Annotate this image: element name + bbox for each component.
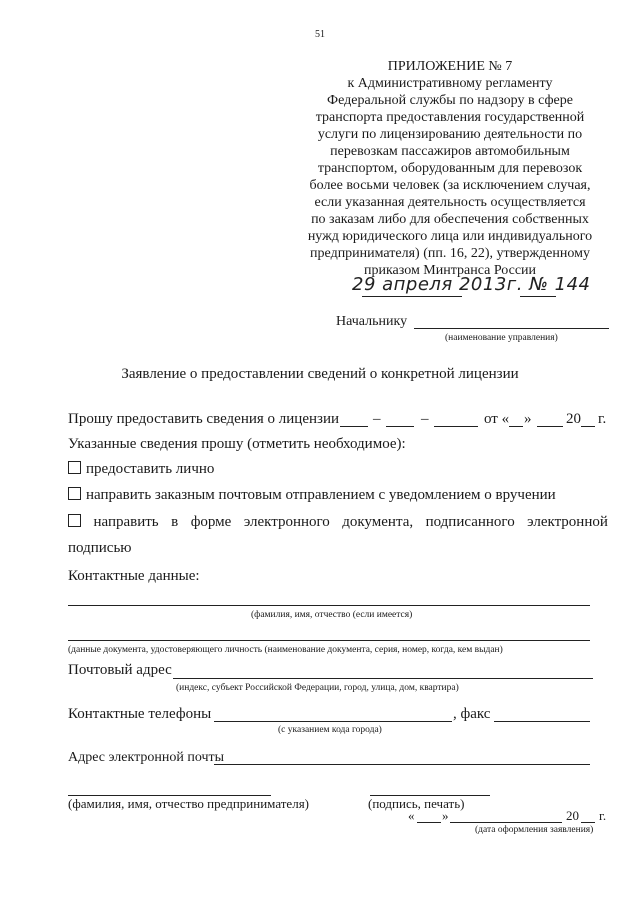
request-from: от « — [484, 411, 510, 427]
license-code-field[interactable] — [434, 426, 478, 427]
option-registered-mail[interactable] — [68, 487, 556, 504]
request-prefix: Прошу предоставить сведения о лицензии — [68, 411, 339, 427]
fio-caption: (фамилия, имя, отчество (если имеется) — [251, 610, 413, 620]
document-caption: (данные документа, удостоверяющего личность (наименование документа, серия, номер, когда, кем выдан) — [68, 645, 503, 655]
phones-label: Контактные телефоны — [68, 706, 212, 722]
appendix-line: транспортом, оборудованным для перевозок — [317, 161, 583, 176]
appendix-line: по заказам либо для обеспечения собственных — [311, 212, 589, 227]
option-word: форме — [190, 514, 232, 530]
appendix-line: приказом Минтранса России — [363, 263, 537, 278]
option-word: направить — [93, 514, 159, 530]
appendix-header — [270, 58, 630, 279]
checkbox[interactable] — [68, 487, 81, 500]
fax-field[interactable] — [494, 721, 590, 722]
date-year-prefix: 20 — [566, 808, 579, 823]
option-label: предоставить лично — [86, 461, 215, 477]
checkbox[interactable] — [68, 461, 81, 474]
option-electronic-cont: подписью — [68, 540, 132, 556]
phone-caption: (с указанием кода города) — [278, 725, 382, 735]
license-month-field[interactable] — [537, 426, 563, 427]
fax-label: , факс — [453, 706, 491, 722]
option-word: в — [171, 514, 179, 530]
request-year-prefix: 20 — [566, 411, 581, 427]
checkbox-wrap[interactable] — [68, 514, 81, 531]
appendix-line: услуги по лицензированию деятельности по — [317, 127, 583, 142]
checkbox[interactable] — [68, 514, 81, 527]
addressee-label: Начальнику — [336, 314, 408, 329]
phones-field[interactable] — [214, 721, 452, 722]
postal-field[interactable] — [173, 678, 593, 679]
addressee-field[interactable] — [414, 328, 609, 329]
date-open: « — [408, 808, 415, 823]
appendix-title: ПРИЛОЖЕНИЕ № 7 — [387, 59, 513, 74]
contacts-label: Контактные данные: — [68, 568, 200, 584]
option-word: электронной — [527, 514, 608, 530]
email-label: Адрес электронной почты — [68, 750, 225, 765]
request-year-suffix: г. — [598, 411, 607, 427]
postal-label: Почтовый адрес — [68, 662, 172, 678]
date-month-field[interactable] — [450, 822, 562, 823]
appendix-line: перевозкам пассажиров автомобильным — [330, 144, 570, 159]
options-intro: Указанные сведения прошу (отметить необходимое): — [68, 436, 406, 452]
option-electronic[interactable] — [68, 514, 608, 531]
option-label: направить заказным почтовым отправлением с уведомлением о вручении — [86, 487, 556, 503]
name-caption: (фамилия, имя, отчество предпринимателя) — [68, 796, 310, 811]
appendix-line: к Административному регламенту — [347, 76, 553, 91]
date-caption: (дата оформления заявления) — [475, 825, 594, 835]
appendix-line: если указанная деятельность осуществляется — [314, 195, 586, 210]
appendix-line: Федеральной службы по надзору в сфере — [327, 93, 573, 108]
appendix-line: транспорта предоставления государственной — [315, 110, 585, 125]
request-quote-close: » — [524, 411, 532, 427]
appendix-line: нужд юридического лица или индивидуального — [307, 229, 593, 244]
date-close: » — [442, 808, 449, 823]
handwritten-order-date: 29 апреля 2013г. № 144 — [352, 274, 591, 295]
option-word: электронного — [243, 514, 330, 530]
appendix-line: более восьми человек (за исключением случая, — [309, 178, 591, 193]
handwritten-underline — [362, 296, 462, 297]
date-year-field[interactable] — [581, 822, 595, 823]
request-dash: – — [373, 411, 381, 427]
sign-caption: (подпись, печать) — [368, 796, 465, 811]
handwritten-underline — [520, 296, 556, 297]
option-word: подписанного — [425, 514, 515, 530]
date-year-suffix: г. — [599, 808, 607, 823]
email-field[interactable] — [214, 764, 590, 765]
option-word: документа, — [342, 514, 414, 530]
appendix-line: предпринимателя) (пп. 16, 22), утвержденному — [310, 246, 590, 261]
address-caption: (индекс, субъект Российской Федерации, город, улица, дом, квартира) — [176, 683, 459, 693]
license-year-field[interactable] — [581, 426, 595, 427]
date-day-field[interactable] — [417, 822, 441, 823]
form-heading: Заявление о предоставлении сведений о конкретной лицензии — [121, 366, 519, 382]
addressee-caption: (наименование управления) — [445, 333, 558, 343]
document-field[interactable] — [68, 640, 590, 641]
request-dash: – — [421, 411, 429, 427]
license-day-field[interactable] — [509, 426, 523, 427]
option-in-person[interactable] — [68, 461, 214, 478]
license-series-field[interactable] — [340, 426, 368, 427]
license-number-field[interactable] — [386, 426, 414, 427]
fio-field[interactable] — [68, 605, 590, 606]
page-number: 51 — [315, 29, 325, 40]
